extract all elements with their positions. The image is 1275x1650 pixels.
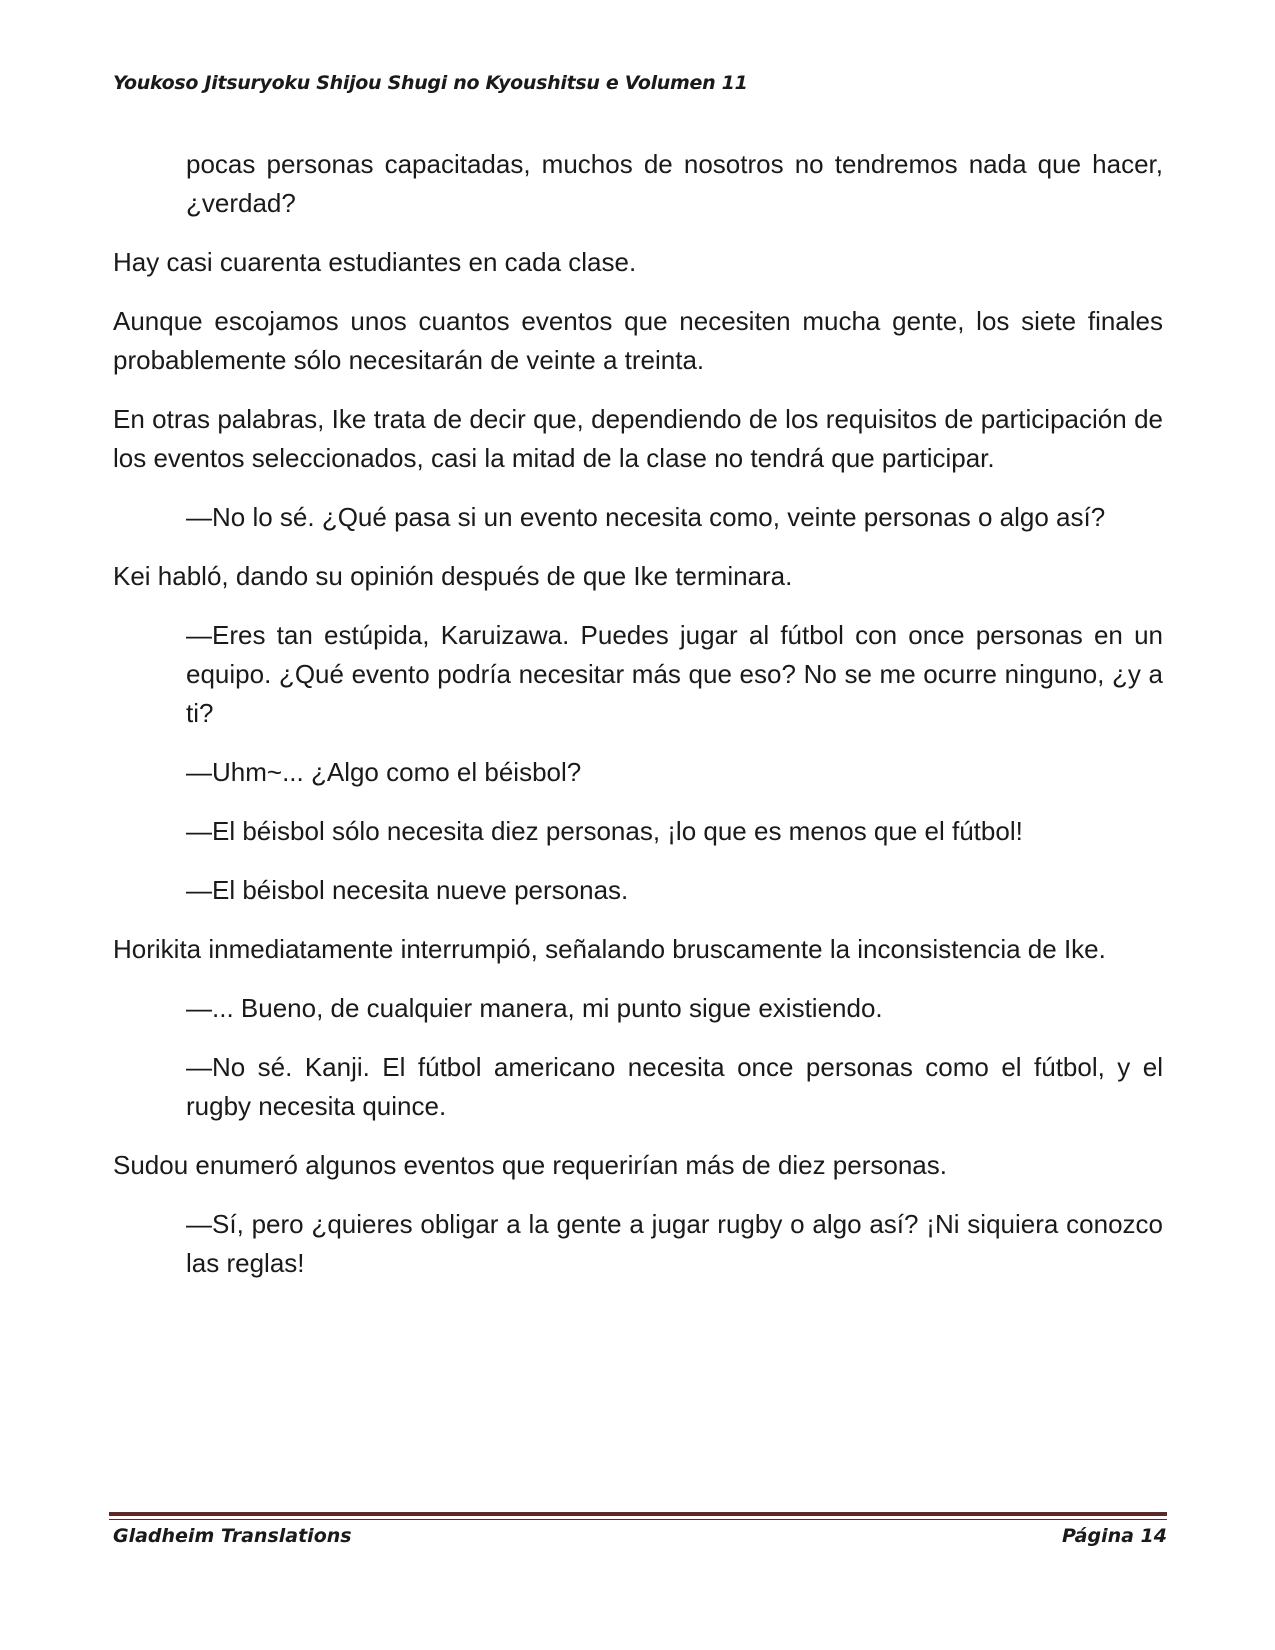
paragraph: Kei habló, dando su opinión después de que Ike terminara. (113, 561, 793, 591)
paragraph: Aunque escojamos unos cuantos eventos que necesiten mucha gente, los siete finales probablemente sólo necesitarán de veinte a treinta. (113, 306, 1163, 375)
dialogue-paragraph: —El béisbol sólo necesita diez personas, ¡lo que es menos que el fútbol! (186, 816, 1023, 846)
paragraph: En otras palabras, Ike trata de decir que, dependiendo de los requisitos de participación de los eventos seleccionados, casi la mitad de la clase no tendrá que participar. (113, 404, 1163, 473)
footer-page-number: Página 14 (1061, 1525, 1167, 1547)
footer-divider-thin (109, 1519, 1167, 1520)
page-header-title: Youkoso Jitsuryoku Shijou Shugi no Kyoushitsu e Volumen 11 (113, 72, 748, 94)
dialogue-paragraph: —... Bueno, de cualquier manera, mi punto sigue existiendo. (186, 993, 883, 1023)
dialogue-paragraph: —El béisbol necesita nueve personas. (186, 875, 629, 905)
dialogue-paragraph: —Eres tan estúpida, Karuizawa. Puedes jugar al fútbol con once personas en un equipo. ¿Qué evento podría necesitar más que eso? No se me ocurre ninguno, ¿y a ti? (186, 620, 1163, 728)
footer-divider (109, 1512, 1167, 1516)
paragraph: Hay casi cuarenta estudiantes en cada clase. (113, 247, 637, 277)
dialogue-paragraph: —Uhm~... ¿Algo como el béisbol? (186, 757, 582, 787)
paragraph: Horikita inmediatamente interrumpió, señalando bruscamente la inconsistencia de Ike. (113, 934, 1106, 964)
paragraph: pocas personas capacitadas, muchos de nosotros no tendremos nada que hacer, ¿verdad? (186, 149, 1163, 218)
dialogue-paragraph: —No lo sé. ¿Qué pasa si un evento necesita como, veinte personas o algo así? (186, 502, 1106, 532)
paragraph: Sudou enumeró algunos eventos que requerirían más de diez personas. (113, 1150, 947, 1180)
footer-translator: Gladheim Translations (113, 1525, 352, 1547)
page-body (113, 145, 1163, 1303)
dialogue-paragraph: —Sí, pero ¿quieres obligar a la gente a jugar rugby o algo así? ¡Ni siquiera conozco las reglas! (186, 1209, 1163, 1278)
dialogue-paragraph: —No sé. Kanji. El fútbol americano necesita once personas como el fútbol, y el rugby necesita quince. (186, 1052, 1163, 1121)
